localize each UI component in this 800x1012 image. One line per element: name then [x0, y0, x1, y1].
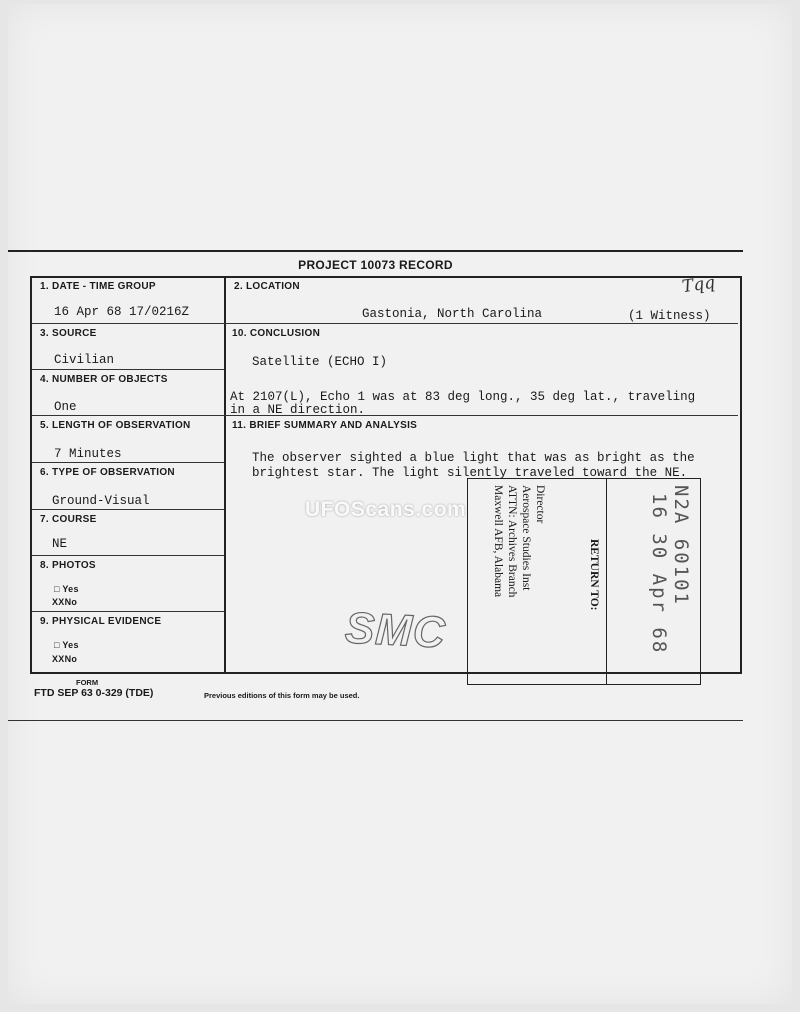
stamp-divider [606, 479, 607, 684]
photos-no-checkbox: XXNo [52, 597, 78, 607]
site-watermark: UFOScans.com [305, 498, 467, 521]
source-label: 3. SOURCE [40, 328, 97, 339]
row-divider [32, 415, 224, 416]
row-divider [32, 509, 224, 510]
course-value: NE [52, 537, 68, 551]
summary-line2: brightest star. The light silently traveled toward the NE. [252, 466, 688, 480]
row-divider [32, 611, 224, 612]
photos-yes-checkbox: □ Yes [54, 584, 79, 594]
physical-yes-checkbox: □ Yes [54, 640, 79, 650]
type-of-observation-label: 6. TYPE OF OBSERVATION [40, 467, 175, 478]
number-of-objects-value: One [54, 400, 77, 414]
photos-label: 8. PHOTOS [40, 560, 96, 571]
conclusion-detail-line2: in a NE direction. [230, 403, 366, 417]
location-value: Gastonia, North Carolina [362, 307, 543, 321]
form-bottom-rule [8, 720, 743, 721]
course-label: 7. COURSE [40, 514, 97, 525]
return-address-line3: ATTN: Archives Branch [506, 485, 518, 598]
conclusion-detail-line1: At 2107(L), Echo 1 was at 83 deg long., 35 deg lat., traveling [230, 390, 696, 404]
row-divider [32, 323, 224, 324]
summary-line1: The observer sighted a blue light that was as bright as the [252, 451, 695, 465]
return-address-line1: Director [534, 485, 546, 524]
date-time-value: 16 Apr 68 17/0216Z [54, 305, 190, 319]
conclusion-label: 10. CONCLUSION [232, 328, 321, 339]
handwritten-initials: Tqq [680, 272, 717, 298]
physical-no-checkbox: XXNo [52, 654, 78, 664]
row-divider [32, 369, 224, 370]
return-to-label: RETURN TO: [588, 539, 600, 611]
form-top-rule [8, 250, 743, 252]
column-divider [224, 278, 226, 672]
handstamp-number: N2A 60101 [670, 485, 692, 606]
number-of-objects-label: 4. NUMBER OF OBJECTS [40, 374, 168, 385]
row-divider [32, 462, 224, 463]
type-of-observation-value: Ground-Visual [52, 494, 150, 508]
conclusion-value: Satellite (ECHO I) [252, 355, 388, 369]
smc-stamp: SMC [343, 603, 448, 658]
form-word: FORM [76, 678, 99, 687]
length-of-observation-label: 5. LENGTH OF OBSERVATION [40, 420, 191, 431]
form-title: PROJECT 10073 RECORD [298, 258, 453, 272]
length-of-observation-value: 7 Minutes [54, 447, 122, 461]
row-divider [32, 555, 224, 556]
return-address-line4: Maxwell AFB, Alabama [492, 485, 504, 598]
physical-evidence-label: 9. PHYSICAL EVIDENCE [40, 616, 162, 627]
row-divider [224, 323, 738, 324]
form-edition-note: Previous editions of this form may be used. [204, 691, 360, 700]
return-to-stamp [467, 478, 701, 685]
source-value: Civilian [54, 353, 115, 367]
witness-note: (1 Witness) [628, 309, 711, 323]
location-label: 2. LOCATION [234, 281, 300, 292]
date-time-label: 1. DATE - TIME GROUP [40, 281, 156, 292]
return-address-line2: Aerospace Studies Inst [520, 485, 532, 591]
summary-label: 11. BRIEF SUMMARY AND ANALYSIS [232, 420, 418, 431]
handstamp-date: 16 30 Apr 68 [648, 493, 670, 655]
form-identifier: FTD SEP 63 0-329 (TDE) [34, 687, 154, 699]
